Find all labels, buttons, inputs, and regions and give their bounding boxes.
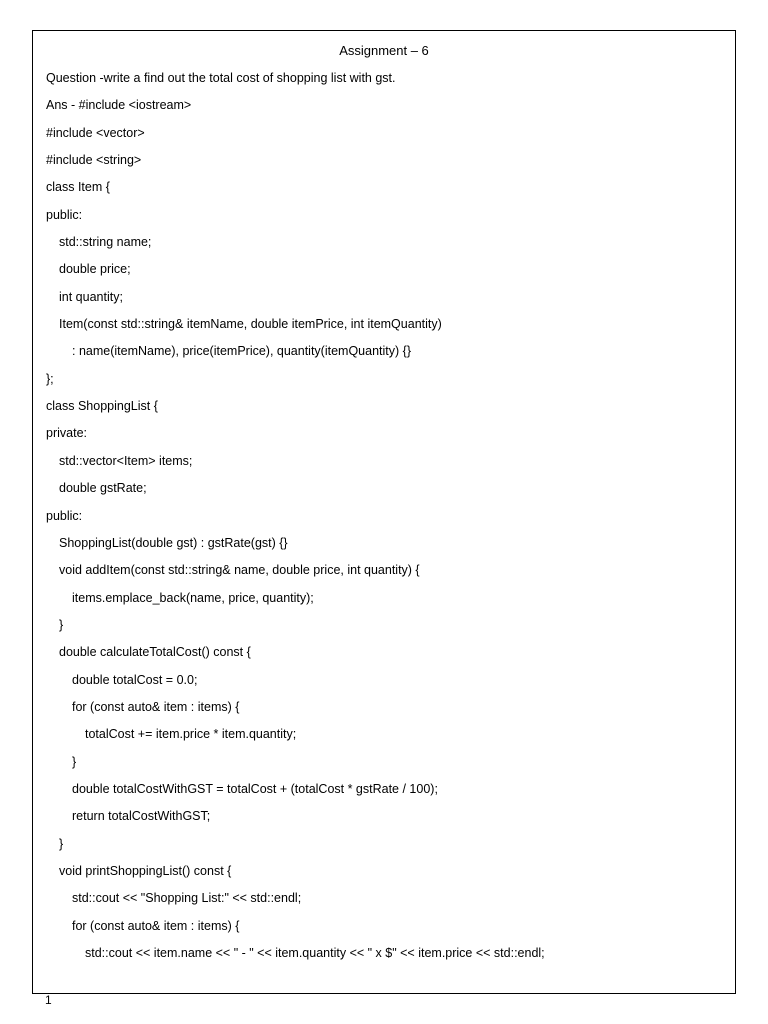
code-line: private:: [46, 426, 87, 441]
page-number: 1: [45, 993, 52, 1007]
code-line: ShoppingList(double gst) : gstRate(gst) {}: [59, 535, 288, 550]
answer-line: Ans - #include <iostream>: [46, 98, 192, 113]
code-line: class ShoppingList {: [46, 399, 158, 414]
code-line: class Item {: [46, 180, 110, 195]
code-line: double price;: [59, 262, 131, 277]
code-line: }: [72, 754, 77, 769]
code-line: public:: [46, 508, 83, 523]
code-line: };: [46, 371, 54, 386]
code-line: std::cout << item.name << " - " << item.quantity << " x $" << item.price << std::endl;: [85, 946, 545, 960]
code-line: for (const auto& item : items) {: [72, 918, 240, 933]
question-line: Question -write a find out the total cost of shopping list with gst.: [46, 71, 396, 85]
code-line: double gstRate;: [59, 481, 147, 496]
document-title: Assignment – 6: [339, 43, 429, 58]
code-line: }: [59, 617, 64, 632]
code-line: public:: [46, 207, 83, 222]
code-line: Item(const std::string& itemName, double itemPrice, int itemQuantity): [59, 317, 442, 332]
code-line: #include <string>: [46, 153, 142, 168]
code-line: std::vector<Item> items;: [59, 453, 193, 468]
code-line: }: [59, 836, 64, 851]
code-line: items.emplace_back(name, price, quantity);: [72, 590, 314, 605]
code-line: totalCost += item.price * item.quantity;: [85, 727, 297, 742]
code-line: double totalCost = 0.0;: [72, 672, 198, 687]
code-line: double calculateTotalCost() const {: [59, 645, 251, 660]
code-line: void addItem(const std::string& name, double price, int quantity) {: [59, 563, 420, 578]
code-line: int quantity;: [59, 289, 123, 304]
code-line: std::string name;: [59, 235, 152, 250]
code-line: #include <vector>: [46, 125, 145, 140]
code-line: void printShoppingList() const {: [59, 863, 232, 878]
code-line: std::cout << "Shopping List:" << std::endl;: [72, 891, 302, 906]
document-body: [46, 69, 728, 971]
code-line: : name(itemName), price(itemPrice), quantity(itemQuantity) {}: [72, 344, 411, 359]
code-line: double totalCostWithGST = totalCost + (totalCost * gstRate / 100);: [72, 781, 438, 796]
code-line: for (const auto& item : items) {: [72, 699, 240, 714]
code-line: return totalCostWithGST;: [72, 809, 211, 824]
